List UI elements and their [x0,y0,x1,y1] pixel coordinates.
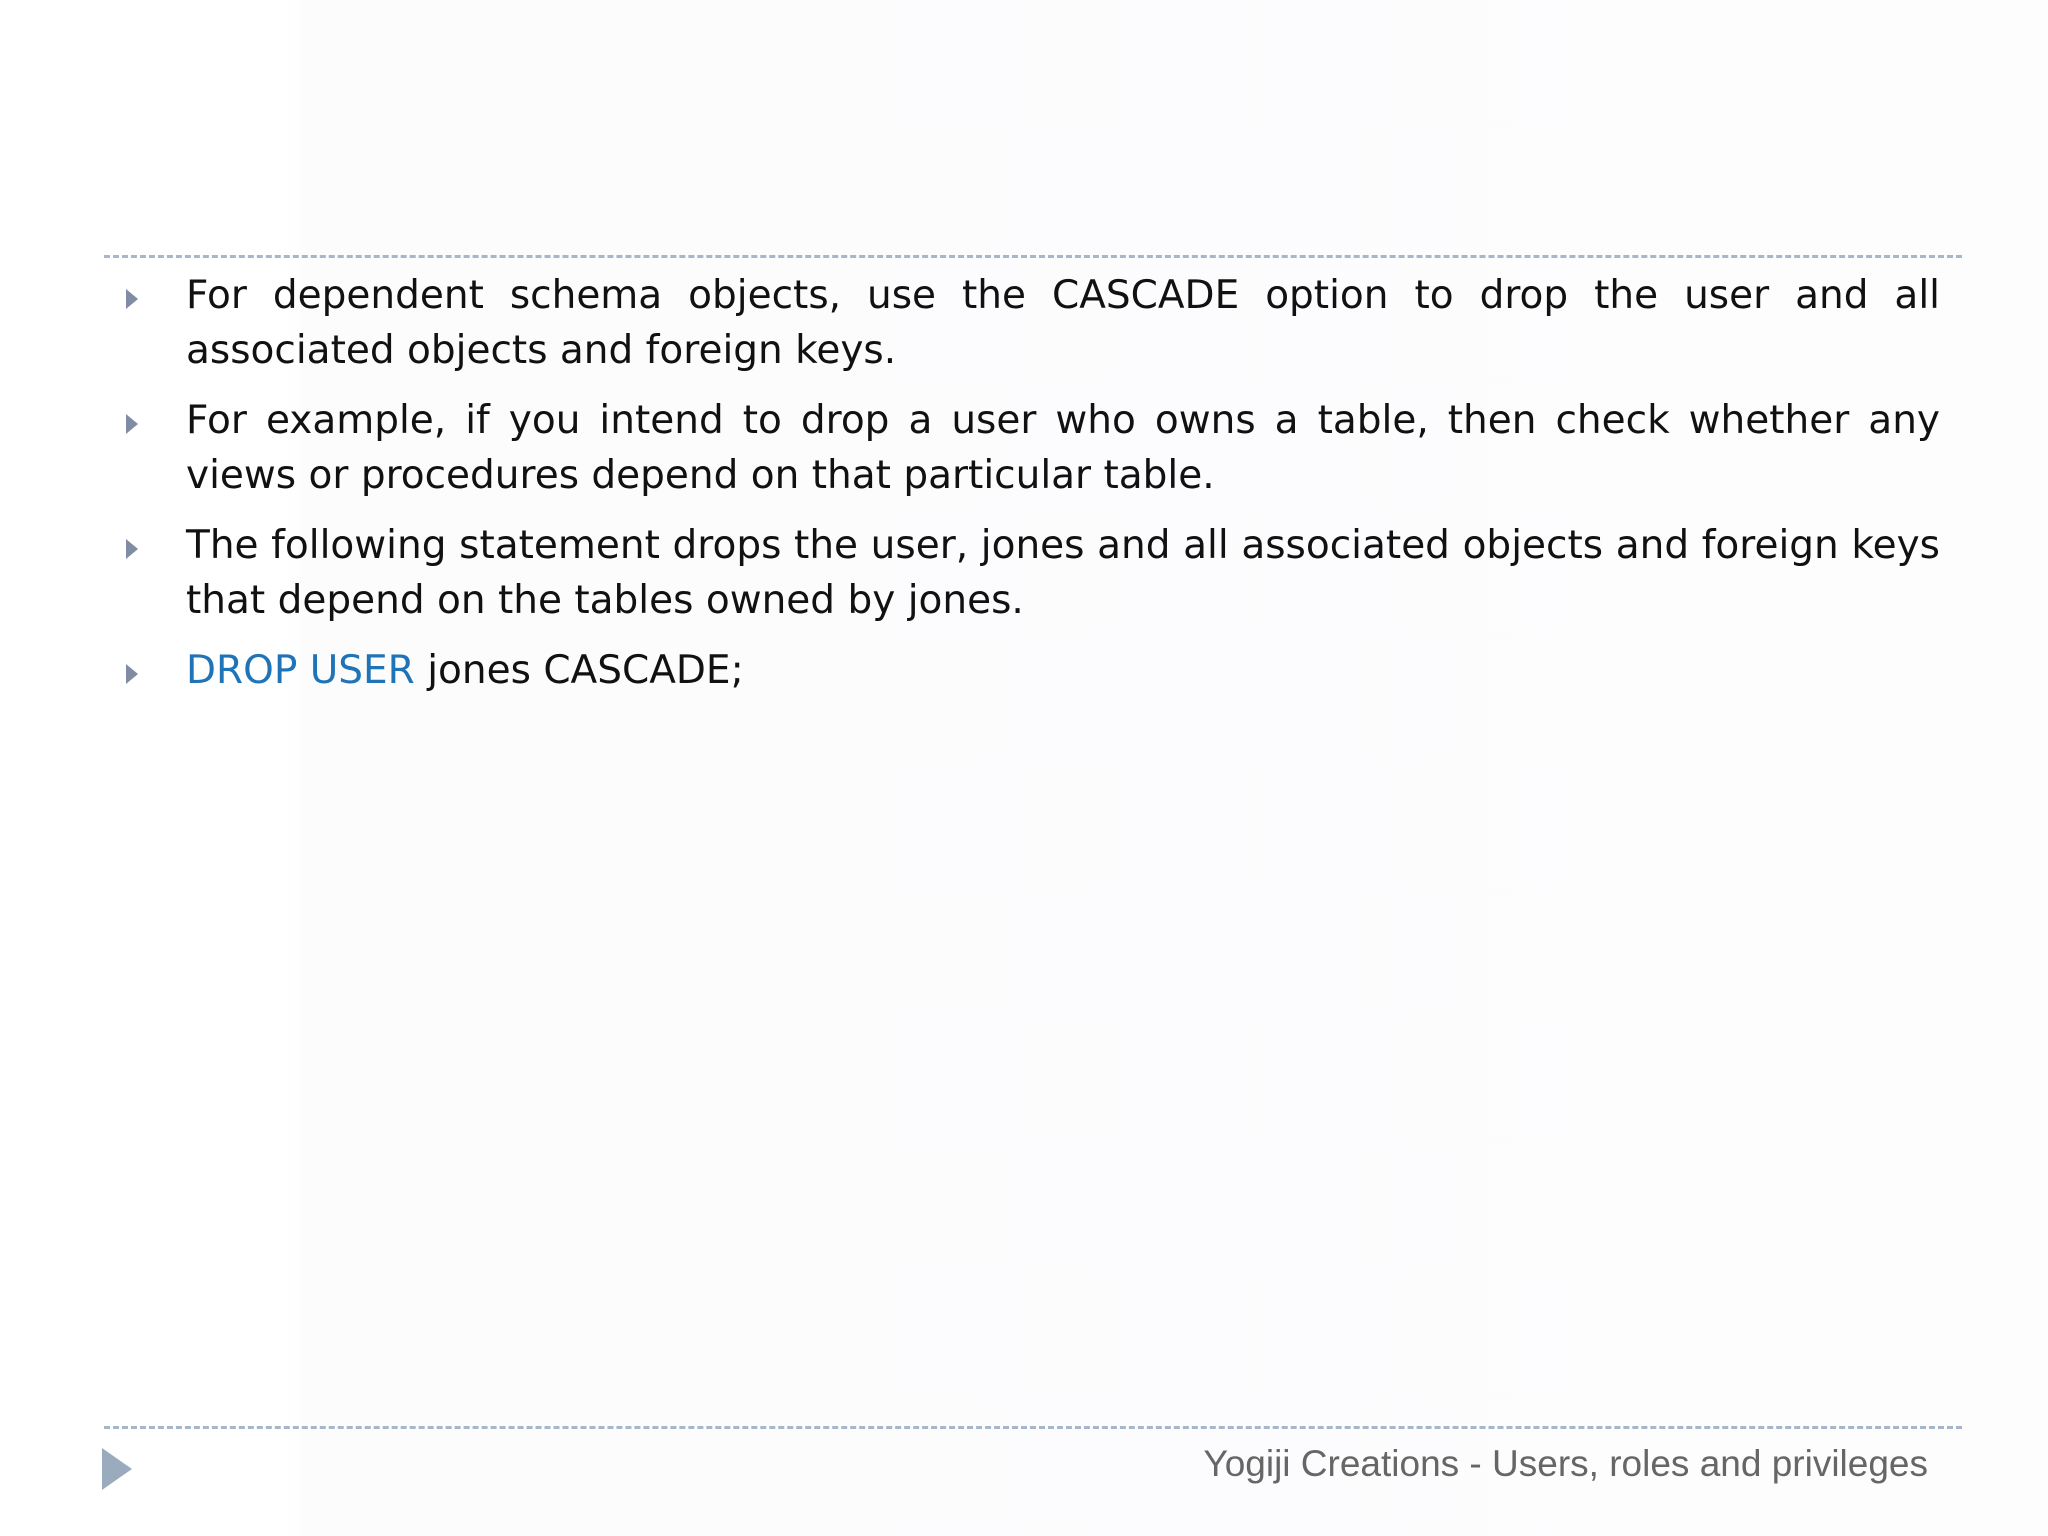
bullet-list [120,268,1940,713]
triangle-bullet-icon [126,414,138,434]
bottom-dashed-divider [104,1426,1962,1429]
bullet-item [120,393,1940,503]
sql-keyword: DROP USER [186,648,415,693]
bullet-text: For example, if you intend to drop a user who owns a table, then check whether any views or procedures depend on that particular table. [186,398,1940,498]
triangle-bullet-icon [126,539,138,559]
footer-text: Yogiji Creations - Users, roles and privileges [1203,1443,1928,1484]
triangle-bullet-icon [126,664,138,684]
bullet-text: For dependent schema objects, use the CASCADE option to drop the user and all associated objects and foreign keys. [186,273,1940,373]
footer-triangle-icon [102,1448,132,1490]
bullet-item [120,518,1940,628]
bullet-item [120,268,1940,378]
bullet-text: The following statement drops the user, jones and all associated objects and foreign keys that depend on the tables owned by jones. [186,523,1940,623]
sql-statement: jones CASCADE; [414,648,744,693]
top-dashed-divider [104,255,1962,258]
bullet-item-sql [120,643,1940,698]
triangle-bullet-icon [126,289,138,309]
